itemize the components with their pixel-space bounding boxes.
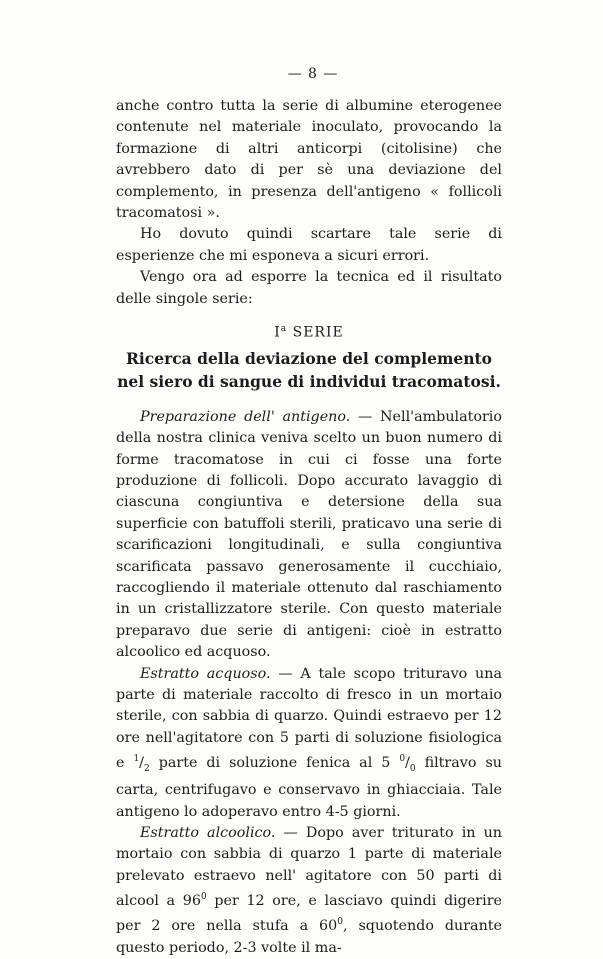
per-mille-bottom: 0	[409, 763, 416, 774]
fraction-numerator: 1	[133, 754, 140, 765]
degree-sign-2: 0	[337, 917, 343, 928]
alcoholic-text-1: — Dopo aver triturato in un mortaio con sabbia di quarzo 1 parte di materiale prelevato estraevo nell' agitatore con 50 parti di alcool a 96	[116, 825, 502, 910]
paragraph-1: anche contro tutta la serie di albumine eterogenee contenute nel materiale inoculato, provocando la formazione di altri anticorpi (citolisine) che avrebbero dato di per sè una deviazione del complemento, in presenza dell'antigeno « follicoli tracomatosi ».	[116, 98, 502, 222]
preparation-text: — Nell'ambulatorio della nostra clinica veniva scelto un buon numero di forme tracomatose in cui ci fosse una forte produzione di follicoli. Dopo accurato lavaggio di ciascuna congiuntiva e detersione della sua superficie con batuffoli sterili, praticavo una serie di scarificazioni longitudinali, e sulla congiuntiva scarificata passavo generosamente il cucchiaio, raccogliendo il materiale ottenuto dal raschiamento in un cristallizzatore sterile. Con questo materiale preparavo due serie di antigeni: cioè in estratto alcoolico ed acquoso.	[116, 408, 502, 661]
heading-line-2: nel siero di sangue di individui tracomatosi.	[117, 371, 501, 391]
paragraph-preparation	[116, 407, 502, 664]
aqueous-text-2: parte di soluzione fenica al 5	[149, 754, 400, 771]
aqueous-text-3: filtravo su carta, centrifugavo e conservavo in ghiacciaia. Tale antigeno lo adoperavo entro 4-5 giorni.	[116, 754, 502, 820]
series-word: SERIE	[292, 324, 344, 341]
aqueous-text-1: — A tale scopo trituravo una parte di materiale raccolto di fresco in un mortaio sterile, con sabbia di quarzo. Quindi estraevo per 12 ore nell'agitatore con 5 parti di soluzione fisiologica e	[116, 665, 502, 771]
per-mille-top: 0	[399, 754, 406, 765]
heading-line-1: Ricerca della deviazione del complemento	[126, 348, 492, 368]
series-label	[116, 324, 502, 341]
per-mille-sign: $^0/_0$	[399, 754, 416, 774]
paragraph-alcoholic-extract	[116, 823, 502, 959]
page-body	[116, 66, 502, 959]
series-superscript: a	[280, 324, 288, 335]
paragraph-2: Ho dovuto quindi scartare tale serie di esperienze che mi esponeva a sicuri errori.	[116, 226, 502, 264]
page-number: — 8 —	[287, 66, 339, 82]
fraction-one-half: $^1/_2$	[133, 754, 150, 774]
alcoholic-title: Estratto alcoolico.	[140, 825, 276, 842]
series-roman: I	[274, 324, 281, 341]
section-heading	[116, 347, 502, 393]
fraction-denominator: 2	[144, 763, 150, 774]
preparation-title: Preparazione dell' antigeno.	[140, 408, 351, 425]
aqueous-title: Estratto acquoso.	[140, 665, 271, 682]
alcoholic-text-2: per 12 ore, e lasciavo quindi digerire per 2 ore nella stufa a 60	[116, 893, 502, 935]
alcoholic-text-3: , squotendo durante questo periodo, 2-3 volte il ma-	[116, 918, 502, 956]
paragraph-aqueous-extract	[116, 664, 502, 823]
paragraph-3: Vengo ora ad esporre la tecnica ed il risultato delle singole serie:	[116, 269, 502, 307]
degree-sign-1: 0	[200, 892, 207, 903]
